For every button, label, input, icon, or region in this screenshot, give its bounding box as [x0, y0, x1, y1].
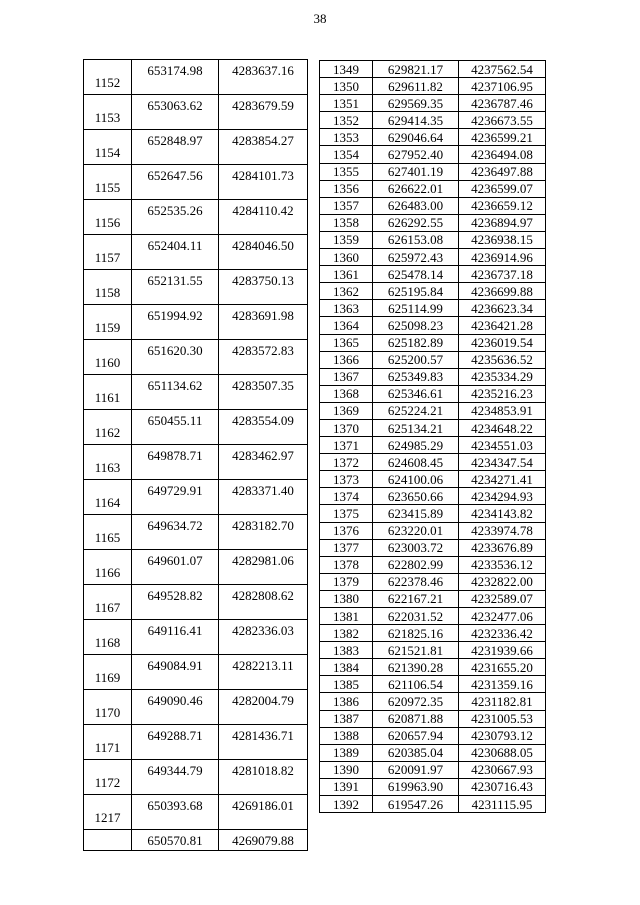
x-coordinate-cell: 624608.45	[373, 454, 459, 471]
table-row	[84, 830, 308, 851]
x-coordinate-cell: 649601.07	[132, 550, 219, 585]
point-number-cell: 1377	[320, 539, 373, 556]
y-coordinate-cell: 4236599.07	[459, 180, 546, 197]
x-coordinate-cell: 627952.40	[373, 146, 459, 163]
table-row	[84, 340, 308, 375]
y-coordinate-cell: 4236421.28	[459, 317, 546, 334]
point-number-cell: 1381	[320, 608, 373, 625]
x-coordinate-cell: 625098.23	[373, 317, 459, 334]
table-row	[320, 317, 546, 334]
y-coordinate-cell: 4236737.18	[459, 266, 546, 283]
x-coordinate-cell: 650570.81	[132, 830, 219, 851]
table-row	[320, 95, 546, 112]
table-row	[320, 590, 546, 607]
table-row	[320, 214, 546, 231]
table-row	[84, 445, 308, 480]
table-row	[320, 231, 546, 248]
point-number-cell: 1157	[84, 235, 132, 270]
y-coordinate-cell: 4284046.50	[219, 235, 308, 270]
x-coordinate-cell: 622167.21	[373, 590, 459, 607]
point-number-cell: 1154	[84, 130, 132, 165]
y-coordinate-cell: 4269186.01	[219, 795, 308, 830]
table-row	[320, 573, 546, 590]
x-coordinate-cell: 625349.83	[373, 368, 459, 385]
y-coordinate-cell: 4236894.97	[459, 214, 546, 231]
y-coordinate-cell: 4234294.93	[459, 488, 546, 505]
x-coordinate-cell: 629611.82	[373, 78, 459, 95]
x-coordinate-cell: 651994.92	[132, 305, 219, 340]
x-coordinate-cell: 652404.11	[132, 235, 219, 270]
y-coordinate-cell: 4233676.89	[459, 539, 546, 556]
y-coordinate-cell: 4231005.53	[459, 710, 546, 727]
y-coordinate-cell: 4283554.09	[219, 410, 308, 445]
point-number-cell: 1371	[320, 437, 373, 454]
point-number-cell: 1366	[320, 351, 373, 368]
y-coordinate-cell: 4236494.08	[459, 146, 546, 163]
table-row	[320, 129, 546, 146]
y-coordinate-cell: 4231182.81	[459, 693, 546, 710]
y-coordinate-cell: 4232336.42	[459, 625, 546, 642]
x-coordinate-cell: 652848.97	[132, 130, 219, 165]
point-number-cell: 1160	[84, 340, 132, 375]
y-coordinate-cell: 4232822.00	[459, 573, 546, 590]
point-number-cell: 1374	[320, 488, 373, 505]
x-coordinate-cell: 620385.04	[373, 744, 459, 761]
point-number-cell: 1369	[320, 402, 373, 419]
x-coordinate-cell: 653063.62	[132, 95, 219, 130]
point-number-cell: 1375	[320, 505, 373, 522]
table-row	[320, 676, 546, 693]
table-row	[320, 197, 546, 214]
point-number-cell: 1358	[320, 214, 373, 231]
table-row	[320, 300, 546, 317]
x-coordinate-cell: 625134.21	[373, 419, 459, 436]
table-row	[84, 305, 308, 340]
point-number-cell: 1385	[320, 676, 373, 693]
table-row	[320, 744, 546, 761]
point-number-cell: 1163	[84, 445, 132, 480]
x-coordinate-cell: 650455.11	[132, 410, 219, 445]
point-number-cell: 1355	[320, 163, 373, 180]
y-coordinate-cell: 4233974.78	[459, 522, 546, 539]
point-number-cell: 1367	[320, 368, 373, 385]
x-coordinate-cell: 624985.29	[373, 437, 459, 454]
y-coordinate-cell: 4236699.88	[459, 283, 546, 300]
x-coordinate-cell: 620871.88	[373, 710, 459, 727]
point-number-cell: 1166	[84, 550, 132, 585]
point-number-cell: 1370	[320, 419, 373, 436]
table-row	[320, 334, 546, 351]
table-row	[320, 112, 546, 129]
table-row	[84, 620, 308, 655]
table-row	[320, 61, 546, 78]
point-number-cell: 1392	[320, 796, 373, 813]
x-coordinate-cell: 651620.30	[132, 340, 219, 375]
x-coordinate-cell: 620091.97	[373, 761, 459, 778]
y-coordinate-cell: 4237106.95	[459, 78, 546, 95]
point-number-cell: 1156	[84, 200, 132, 235]
table-row	[84, 760, 308, 795]
y-coordinate-cell: 4236673.55	[459, 112, 546, 129]
point-number-cell: 1376	[320, 522, 373, 539]
x-coordinate-cell: 619547.26	[373, 796, 459, 813]
table-row	[320, 351, 546, 368]
y-coordinate-cell: 4234648.22	[459, 419, 546, 436]
y-coordinate-cell: 4231655.20	[459, 659, 546, 676]
table-row	[84, 690, 308, 725]
y-coordinate-cell: 4281018.82	[219, 760, 308, 795]
point-number-cell: 1217	[84, 795, 132, 830]
point-number-cell: 1165	[84, 515, 132, 550]
x-coordinate-cell: 620657.94	[373, 727, 459, 744]
point-number-cell: 1172	[84, 760, 132, 795]
point-number-cell: 1167	[84, 585, 132, 620]
table-row	[84, 375, 308, 410]
x-coordinate-cell: 653174.98	[132, 60, 219, 95]
table-row	[320, 796, 546, 813]
x-coordinate-cell: 625195.84	[373, 283, 459, 300]
table-row	[84, 60, 308, 95]
y-coordinate-cell: 4234271.41	[459, 471, 546, 488]
x-coordinate-cell: 623415.89	[373, 505, 459, 522]
x-coordinate-cell: 623220.01	[373, 522, 459, 539]
x-coordinate-cell: 652535.26	[132, 200, 219, 235]
y-coordinate-cell: 4234551.03	[459, 437, 546, 454]
table-row	[320, 78, 546, 95]
x-coordinate-cell: 629821.17	[373, 61, 459, 78]
x-coordinate-cell: 649084.91	[132, 655, 219, 690]
table-row	[320, 659, 546, 676]
table-row	[84, 480, 308, 515]
table-row	[84, 585, 308, 620]
table-row	[320, 625, 546, 642]
table-row	[320, 761, 546, 778]
point-number-cell: 1389	[320, 744, 373, 761]
y-coordinate-cell: 4236599.21	[459, 129, 546, 146]
table-row	[320, 727, 546, 744]
table-row	[84, 795, 308, 830]
table-row	[84, 235, 308, 270]
y-coordinate-cell: 4234347.54	[459, 454, 546, 471]
table-row	[320, 522, 546, 539]
point-number-cell: 1162	[84, 410, 132, 445]
y-coordinate-cell: 4237562.54	[459, 61, 546, 78]
x-coordinate-cell: 649878.71	[132, 445, 219, 480]
y-coordinate-cell: 4231115.95	[459, 796, 546, 813]
y-coordinate-cell: 4231939.66	[459, 642, 546, 659]
x-coordinate-cell: 626622.01	[373, 180, 459, 197]
table-row	[320, 539, 546, 556]
coordinates-table-left	[83, 59, 308, 851]
y-coordinate-cell: 4236938.15	[459, 231, 546, 248]
y-coordinate-cell: 4232589.07	[459, 590, 546, 607]
point-number-cell: 1373	[320, 471, 373, 488]
point-number-cell: 1368	[320, 385, 373, 402]
y-coordinate-cell: 4235334.29	[459, 368, 546, 385]
y-coordinate-cell: 4230688.05	[459, 744, 546, 761]
x-coordinate-cell: 625478.14	[373, 266, 459, 283]
x-coordinate-cell: 649729.91	[132, 480, 219, 515]
y-coordinate-cell: 4283462.97	[219, 445, 308, 480]
point-number-cell: 1363	[320, 300, 373, 317]
y-coordinate-cell: 4230667.93	[459, 761, 546, 778]
x-coordinate-cell: 625200.57	[373, 351, 459, 368]
y-coordinate-cell: 4236019.54	[459, 334, 546, 351]
point-number-cell: 1356	[320, 180, 373, 197]
y-coordinate-cell: 4234853.91	[459, 402, 546, 419]
x-coordinate-cell: 649090.46	[132, 690, 219, 725]
point-number-cell: 1365	[320, 334, 373, 351]
table-row	[320, 693, 546, 710]
point-number-cell: 1349	[320, 61, 373, 78]
y-coordinate-cell: 4283371.40	[219, 480, 308, 515]
x-coordinate-cell: 625346.61	[373, 385, 459, 402]
table-row	[320, 163, 546, 180]
x-coordinate-cell: 649528.82	[132, 585, 219, 620]
x-coordinate-cell: 623003.72	[373, 539, 459, 556]
y-coordinate-cell: 4283750.13	[219, 270, 308, 305]
point-number-cell: 1353	[320, 129, 373, 146]
point-number-cell: 1159	[84, 305, 132, 340]
y-coordinate-cell: 4236787.46	[459, 95, 546, 112]
x-coordinate-cell: 649116.41	[132, 620, 219, 655]
x-coordinate-cell: 620972.35	[373, 693, 459, 710]
table-row	[320, 710, 546, 727]
x-coordinate-cell: 652131.55	[132, 270, 219, 305]
x-coordinate-cell: 625182.89	[373, 334, 459, 351]
point-number-cell: 1372	[320, 454, 373, 471]
table-row	[320, 283, 546, 300]
coordinates-table-right	[319, 60, 546, 813]
point-number-cell: 1362	[320, 283, 373, 300]
y-coordinate-cell: 4281436.71	[219, 725, 308, 760]
table-row	[320, 402, 546, 419]
y-coordinate-cell: 4236623.34	[459, 300, 546, 317]
y-coordinate-cell: 4269079.88	[219, 830, 308, 851]
x-coordinate-cell: 621106.54	[373, 676, 459, 693]
point-number-cell: 1153	[84, 95, 132, 130]
x-coordinate-cell: 619963.90	[373, 778, 459, 795]
x-coordinate-cell: 622031.52	[373, 608, 459, 625]
point-number-cell: 1351	[320, 95, 373, 112]
x-coordinate-cell: 625224.21	[373, 402, 459, 419]
point-number-cell: 1382	[320, 625, 373, 642]
y-coordinate-cell: 4283507.35	[219, 375, 308, 410]
x-coordinate-cell: 652647.56	[132, 165, 219, 200]
x-coordinate-cell: 651134.62	[132, 375, 219, 410]
x-coordinate-cell: 626483.00	[373, 197, 459, 214]
x-coordinate-cell: 621521.81	[373, 642, 459, 659]
y-coordinate-cell: 4283637.16	[219, 60, 308, 95]
table-row	[84, 130, 308, 165]
x-coordinate-cell: 629046.64	[373, 129, 459, 146]
point-number-cell	[84, 830, 132, 851]
table-row	[320, 266, 546, 283]
table-row	[320, 608, 546, 625]
point-number-cell: 1364	[320, 317, 373, 334]
x-coordinate-cell: 621390.28	[373, 659, 459, 676]
y-coordinate-cell: 4283182.70	[219, 515, 308, 550]
y-coordinate-cell: 4283572.83	[219, 340, 308, 375]
point-number-cell: 1354	[320, 146, 373, 163]
x-coordinate-cell: 627401.19	[373, 163, 459, 180]
x-coordinate-cell: 650393.68	[132, 795, 219, 830]
table-row	[320, 471, 546, 488]
table-row	[320, 249, 546, 266]
table-row	[320, 454, 546, 471]
table-row	[84, 95, 308, 130]
table-row	[320, 385, 546, 402]
point-number-cell: 1360	[320, 249, 373, 266]
x-coordinate-cell: 623650.66	[373, 488, 459, 505]
x-coordinate-cell: 649288.71	[132, 725, 219, 760]
x-coordinate-cell: 629569.35	[373, 95, 459, 112]
x-coordinate-cell: 622378.46	[373, 573, 459, 590]
table-row	[84, 410, 308, 445]
table-row	[320, 642, 546, 659]
table-row	[84, 165, 308, 200]
table-row	[320, 368, 546, 385]
point-number-cell: 1388	[320, 727, 373, 744]
y-coordinate-cell: 4282981.06	[219, 550, 308, 585]
x-coordinate-cell: 626153.08	[373, 231, 459, 248]
page-number: 38	[313, 11, 327, 26]
table-row	[320, 778, 546, 795]
point-number-cell: 1384	[320, 659, 373, 676]
table-row	[84, 200, 308, 235]
y-coordinate-cell: 4282808.62	[219, 585, 308, 620]
x-coordinate-cell: 624100.06	[373, 471, 459, 488]
table-row	[320, 146, 546, 163]
point-number-cell: 1383	[320, 642, 373, 659]
point-number-cell: 1158	[84, 270, 132, 305]
y-coordinate-cell: 4230793.12	[459, 727, 546, 744]
point-number-cell: 1359	[320, 231, 373, 248]
y-coordinate-cell: 4232477.06	[459, 608, 546, 625]
y-coordinate-cell: 4231359.16	[459, 676, 546, 693]
x-coordinate-cell: 626292.55	[373, 214, 459, 231]
point-number-cell: 1350	[320, 78, 373, 95]
x-coordinate-cell: 625114.99	[373, 300, 459, 317]
point-number-cell: 1171	[84, 725, 132, 760]
x-coordinate-cell: 622802.99	[373, 556, 459, 573]
table-row	[84, 270, 308, 305]
point-number-cell: 1386	[320, 693, 373, 710]
point-number-cell: 1378	[320, 556, 373, 573]
table-row	[320, 180, 546, 197]
table-row	[320, 505, 546, 522]
y-coordinate-cell: 4235636.52	[459, 351, 546, 368]
x-coordinate-cell: 625972.43	[373, 249, 459, 266]
x-coordinate-cell: 621825.16	[373, 625, 459, 642]
x-coordinate-cell: 649344.79	[132, 760, 219, 795]
point-number-cell: 1161	[84, 375, 132, 410]
table-row	[84, 515, 308, 550]
y-coordinate-cell: 4236914.96	[459, 249, 546, 266]
y-coordinate-cell: 4236659.12	[459, 197, 546, 214]
point-number-cell: 1387	[320, 710, 373, 727]
point-number-cell: 1169	[84, 655, 132, 690]
table-row	[320, 419, 546, 436]
y-coordinate-cell: 4282213.11	[219, 655, 308, 690]
table-row	[320, 437, 546, 454]
table-row	[320, 488, 546, 505]
table-row	[84, 725, 308, 760]
point-number-cell: 1352	[320, 112, 373, 129]
y-coordinate-cell: 4235216.23	[459, 385, 546, 402]
point-number-cell: 1357	[320, 197, 373, 214]
point-number-cell: 1379	[320, 573, 373, 590]
y-coordinate-cell: 4283854.27	[219, 130, 308, 165]
point-number-cell: 1380	[320, 590, 373, 607]
y-coordinate-cell: 4234143.82	[459, 505, 546, 522]
y-coordinate-cell: 4283691.98	[219, 305, 308, 340]
point-number-cell: 1155	[84, 165, 132, 200]
point-number-cell: 1170	[84, 690, 132, 725]
y-coordinate-cell: 4236497.88	[459, 163, 546, 180]
y-coordinate-cell: 4233536.12	[459, 556, 546, 573]
y-coordinate-cell: 4282336.03	[219, 620, 308, 655]
table-row	[320, 556, 546, 573]
y-coordinate-cell: 4282004.79	[219, 690, 308, 725]
table-row	[84, 550, 308, 585]
table-row	[84, 655, 308, 690]
point-number-cell: 1152	[84, 60, 132, 95]
x-coordinate-cell: 649634.72	[132, 515, 219, 550]
point-number-cell: 1164	[84, 480, 132, 515]
y-coordinate-cell: 4284101.73	[219, 165, 308, 200]
point-number-cell: 1390	[320, 761, 373, 778]
point-number-cell: 1168	[84, 620, 132, 655]
y-coordinate-cell: 4283679.59	[219, 95, 308, 130]
point-number-cell: 1361	[320, 266, 373, 283]
y-coordinate-cell: 4284110.42	[219, 200, 308, 235]
y-coordinate-cell: 4230716.43	[459, 778, 546, 795]
x-coordinate-cell: 629414.35	[373, 112, 459, 129]
point-number-cell: 1391	[320, 778, 373, 795]
